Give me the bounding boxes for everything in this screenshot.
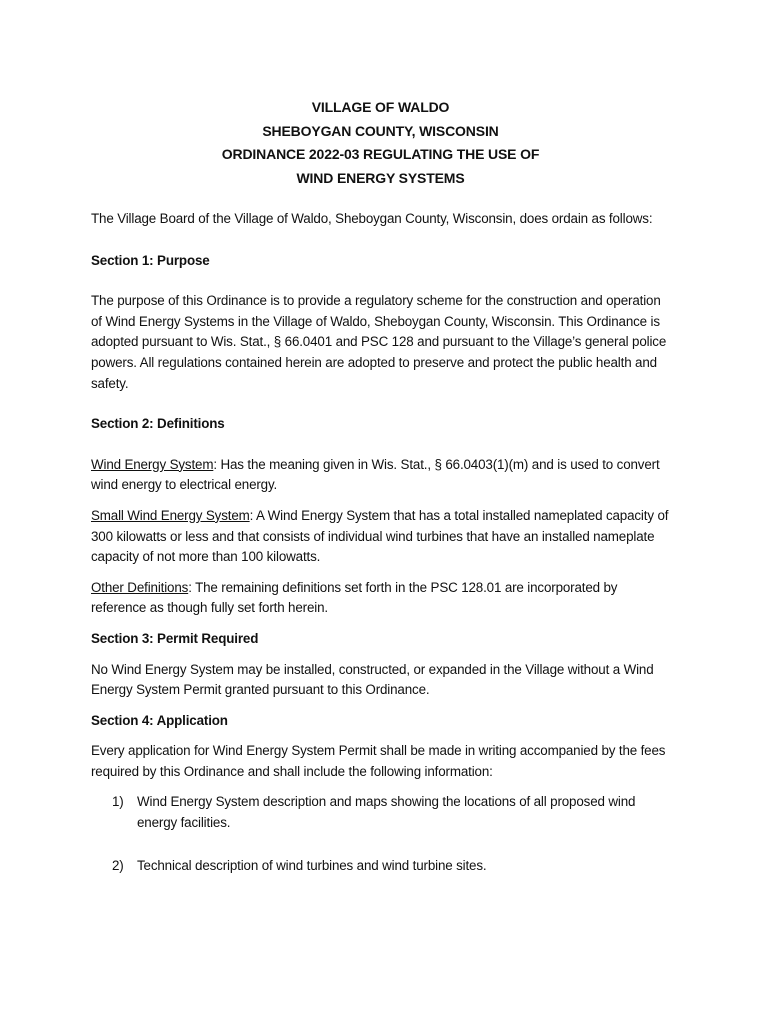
section-4-body: Every application for Wind Energy System Permit shall be made in writing accompanied by the fees required by this Ordinance and shall include the following information: bbox=[91, 743, 666, 779]
title-line-ordinance: ORDINANCE 2022-03 REGULATING THE USE OF bbox=[221, 146, 540, 162]
list-item-text: Technical description of wind turbines and wind turbine sites. bbox=[137, 857, 487, 873]
definition-text: : A Wind Energy System that has a total installed nameplated capacity of 300 kilowatts or less and that consists of individual wind turbines that have an installed nameplate capacity of not more than 100 kilowatts. bbox=[91, 507, 669, 565]
definition-term: Wind Energy System bbox=[91, 456, 214, 472]
definition-term: Other Definitions bbox=[91, 579, 189, 595]
section-4-heading: Section 4: Application bbox=[91, 712, 228, 728]
application-requirements-list bbox=[91, 792, 670, 876]
section-1-heading: Section 1: Purpose bbox=[91, 252, 210, 268]
list-item-text: Wind Energy System description and maps showing the locations of all proposed wind energy facilities. bbox=[137, 794, 636, 831]
title-line-village: VILLAGE OF WALDO bbox=[311, 99, 450, 115]
section-1-body: The purpose of this Ordinance is to provide a regulatory scheme for the construction and operation of Wind Energy Systems in the Village of Waldo, Sheboygan County, Wisconsin. This Ordinance is adopted pursuant to Wis. Stat., § 66.0401 and PSC 128 and pursuant to the Village’s general police powers. All regulations contained herein are adopted to preserve and protect the public health and safety. bbox=[91, 293, 667, 391]
list-item bbox=[91, 856, 670, 877]
section-3-heading: Section 3: Permit Required bbox=[91, 630, 259, 646]
list-item-number: 1) bbox=[112, 794, 124, 810]
list-item bbox=[91, 792, 670, 833]
definition-text: : Has the meaning given in Wis. Stat., § 66.0403(1)(m) and is used to convert wind energy to electrical energy. bbox=[91, 456, 660, 493]
definition-wind-energy-system bbox=[91, 455, 670, 496]
title-line-subject: WIND ENERGY SYSTEMS bbox=[296, 169, 465, 186]
title-line-county: SHEBOYGAN COUNTY, WISCONSIN bbox=[262, 122, 499, 139]
list-item-number: 2) bbox=[112, 857, 124, 873]
section-2-heading: Section 2: Definitions bbox=[91, 416, 225, 432]
section-3-body: No Wind Energy System may be installed, constructed, or expanded in the Village without a Wind Energy System Permit granted pursuant to this Ordinance. bbox=[91, 661, 654, 698]
definition-text: : The remaining definitions set forth in the PSC 128.01 are incorporated by reference as though fully set forth herein. bbox=[91, 579, 618, 616]
definition-term: Small Wind Energy System bbox=[91, 507, 250, 523]
definition-other bbox=[91, 578, 670, 619]
intro-paragraph: The Village Board of the Village of Waldo, Sheboygan County, Wisconsin, does ordain as follows: bbox=[91, 211, 653, 226]
ordinance-title bbox=[91, 96, 670, 190]
definition-small-wind-energy-system bbox=[91, 506, 670, 568]
